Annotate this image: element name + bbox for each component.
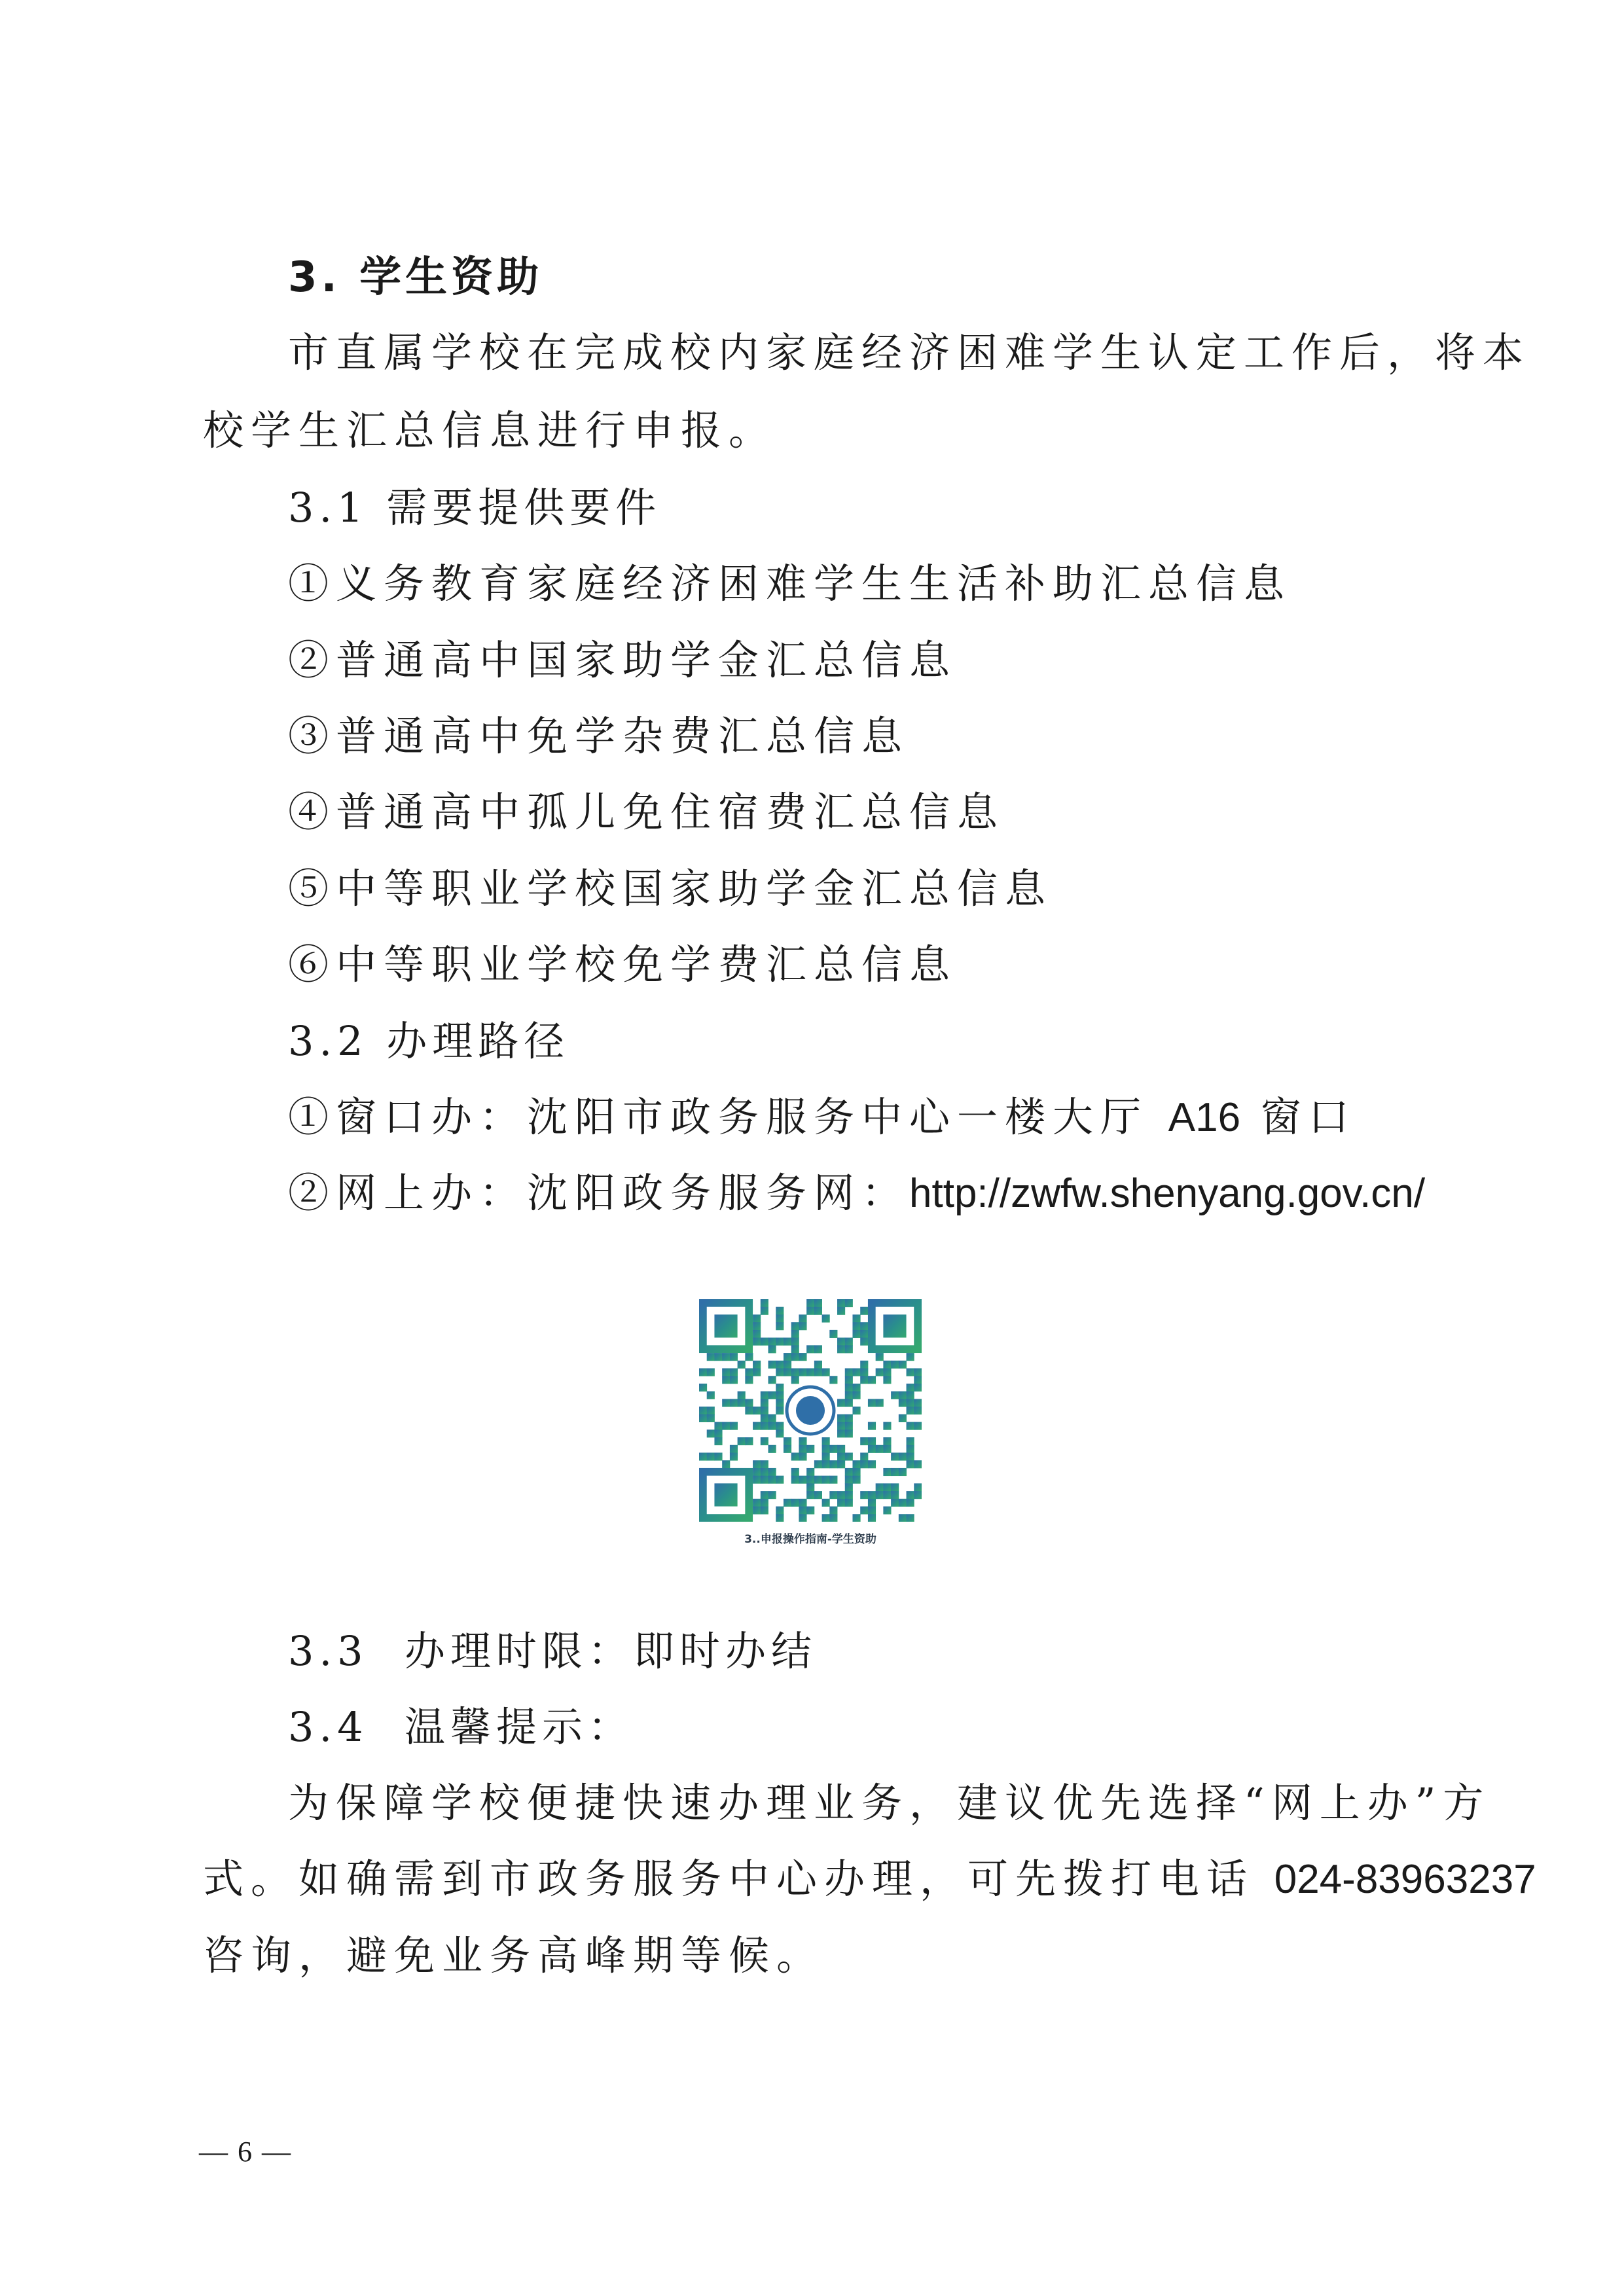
intro-line-2: 校学生汇总信息进行申报。: [203, 406, 777, 454]
requirement-item-6: ⑥中等职业学校免学费汇总信息: [288, 941, 958, 988]
path-window-suffix: 窗口: [1260, 1093, 1356, 1141]
qr-logo-center: [796, 1396, 825, 1425]
phone-number: 024-83963237: [1274, 1857, 1536, 1902]
path-window-code: A16: [1168, 1095, 1241, 1140]
section-title: 3. 学生资助: [288, 253, 543, 302]
requirement-item-1: ①义务教育家庭经济困难学生生活补助汇总信息: [288, 560, 1292, 607]
path-heading: 3.2 办理路径: [288, 1017, 570, 1065]
requirement-item-2: ②普通高中国家助学金汇总信息: [288, 636, 958, 684]
tips-line-3: 咨询，避免业务高峰期等候。: [203, 1931, 825, 1979]
requirement-item-4: ④普通高中孤儿免住宿费汇总信息: [288, 788, 1005, 836]
intro-line-1: 市直属学校在完成校内家庭经济困难学生认定工作后，将本: [288, 329, 1531, 376]
online-url-link[interactable]: http://zwfw.shenyang.gov.cn/: [909, 1171, 1426, 1216]
tips-line-1: 为保障学校便捷快速办理业务，建议优先选择“网上办”方: [288, 1779, 1491, 1827]
tips-line-2: [203, 1855, 1536, 1903]
qr-caption: 3..申报操作指南-学生资助: [744, 1533, 876, 1546]
requirement-item-5: ⑤中等职业学校国家助学金汇总信息: [288, 865, 1053, 912]
tips-heading: 3.4 温馨提示：: [288, 1703, 634, 1751]
qr-code-block: [699, 1299, 922, 1546]
path-online-prefix: ②网上办：沈阳政务服务网：: [288, 1169, 910, 1217]
time-limit-heading: 3.3 办理时限：即时办结: [288, 1627, 818, 1675]
requirement-item-3: ③普通高中免学杂费汇总信息: [288, 712, 910, 760]
path-window: [288, 1093, 1356, 1141]
requirements-heading: 3.1 需要提供要件: [288, 484, 662, 531]
qr-code: [699, 1299, 922, 1522]
path-window-prefix: ①窗口办：沈阳市政务服务中心一楼大厅: [288, 1093, 1149, 1141]
tips-line-2-text: 式。如确需到市政务服务中心办理，可先拨打电话: [203, 1855, 1255, 1903]
path-online: [288, 1169, 1426, 1217]
page-number: — 6 —: [199, 2136, 292, 2168]
